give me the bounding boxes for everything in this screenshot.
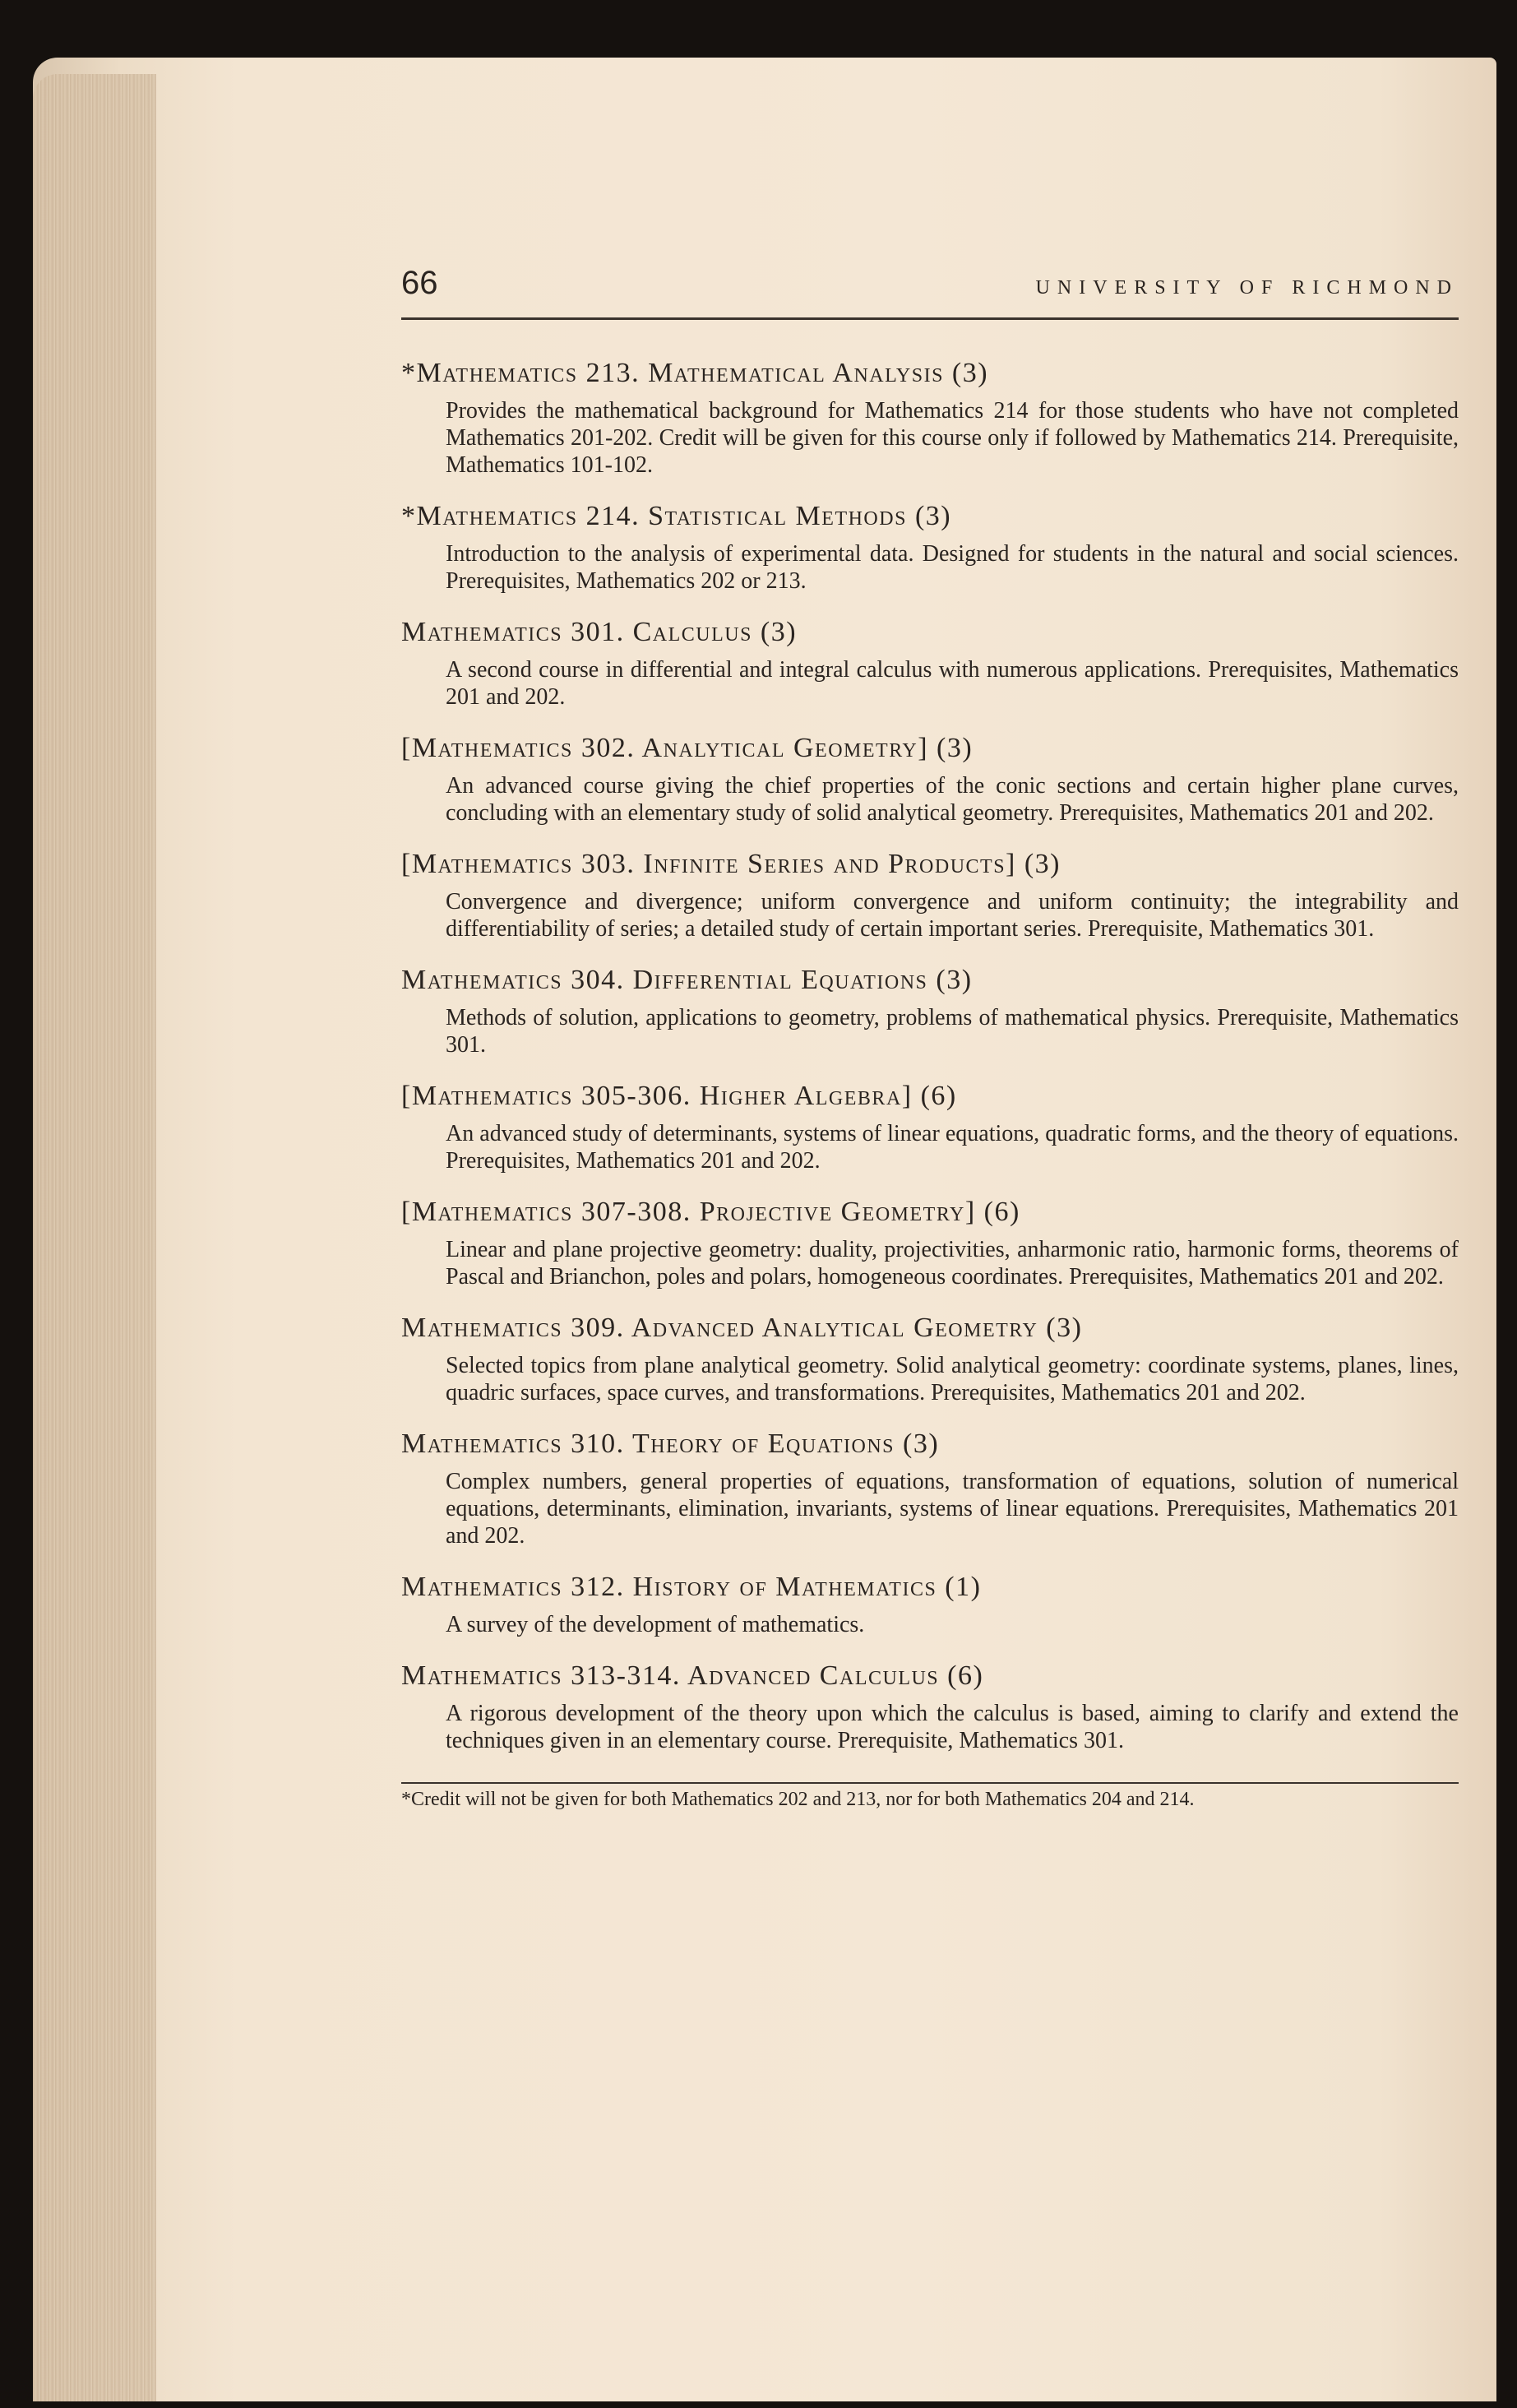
course-entry: [401, 960, 1459, 1058]
course-description: Provides the mathematical background for Mathematics 214 for those students who have not completed Mathematics 201-202. Credit will be given for this course only if followed by Mathematics 214. Prerequisite, Mathematics 101-102.: [446, 398, 1459, 478]
course-title: Mathematics 301. Calculus (3): [401, 617, 798, 647]
course-title: Mathematics 310. Theory of Equations (3): [401, 1429, 940, 1459]
course-title: [Mathematics 303. Infinite Series and Products] (3): [401, 849, 1061, 879]
course-entry: [401, 1192, 1459, 1290]
course-title: Mathematics 312. History of Mathematics (1): [401, 1572, 982, 1602]
page-number: 66: [401, 265, 438, 301]
course-title: Mathematics 304. Differential Equations (3): [401, 965, 973, 995]
course-description: Convergence and divergence; uniform convergence and uniform continuity; the integrability and differentiability of series; a detailed study of certain important series. Prerequisite, Mathematics 301.: [446, 889, 1459, 942]
course-title: [Mathematics 302. Analytical Geometry] (3): [401, 733, 974, 763]
course-title: *Mathematics 213. Mathematical Analysis (3): [401, 358, 989, 388]
course-entry: [401, 1656, 1459, 1754]
course-title: [Mathematics 307-308. Projective Geometry] (6): [401, 1197, 1020, 1227]
running-head: UNIVERSITY OF RICHMOND: [1035, 277, 1459, 299]
course-entry: [401, 1308, 1459, 1406]
course-description: An advanced study of determinants, systems of linear equations, quadratic forms, and the theory of equations. Prerequisites, Mathematics 201 and 202.: [446, 1121, 1459, 1174]
course-description: A rigorous development of the theory upon which the calculus is based, aiming to clarify and extend the techniques given in an elementary course. Prerequisite, Mathematics 301.: [446, 1701, 1459, 1753]
footnote-rule: [401, 1782, 1459, 1784]
footnote: *Credit will not be given for both Mathematics 202 and 213, nor for both Mathematics 204 and 214.: [401, 1789, 1195, 1810]
page-content: [401, 265, 1459, 1810]
page-header: [401, 265, 1459, 320]
course-entry: [401, 612, 1459, 711]
course-description: A survey of the development of mathematics.: [446, 1612, 865, 1637]
course-title: Mathematics 313-314. Advanced Calculus (6): [401, 1660, 984, 1691]
course-entry: [401, 844, 1459, 942]
page-edge-stack: [33, 74, 156, 2401]
course-description: Linear and plane projective geometry: duality, projectivities, anharmonic ratio, harmonic forms, theorems of Pascal and Brianchon, poles and polars, homogeneous coordinates. Prerequisites, Mathematics 201 and 202.: [446, 1237, 1459, 1290]
course-title: *Mathematics 214. Statistical Methods (3): [401, 501, 952, 531]
course-entry: [401, 496, 1459, 595]
course-description: Complex numbers, general properties of equations, transformation of equations, solution of numerical equations, determinants, elimination, invariants, systems of linear equations. Prerequisites, Mathematics 201 and 202.: [446, 1469, 1459, 1549]
course-description: Methods of solution, applications to geometry, problems of mathematical physics. Prerequisite, Mathematics 301.: [446, 1005, 1459, 1058]
course-title: Mathematics 309. Advanced Analytical Geometry (3): [401, 1313, 1083, 1343]
course-entry: [401, 1424, 1459, 1549]
course-description: Selected topics from plane analytical geometry. Solid analytical geometry: coordinate systems, planes, lines, quadric surfaces, space curves, and transformations. Prerequisites, Mathematics 201 and 202.: [446, 1353, 1459, 1405]
course-entry: [401, 1567, 1459, 1638]
course-description: A second course in differential and integral calculus with numerous applications. Prerequisites, Mathematics 201 and 202.: [446, 657, 1459, 710]
course-entry: [401, 1076, 1459, 1174]
course-entry: [401, 728, 1459, 827]
course-list: [401, 353, 1459, 1754]
course-description: An advanced course giving the chief properties of the conic sections and certain higher plane curves, concluding with an elementary study of solid analytical geometry. Prerequisites, Mathematics 201 and 202.: [446, 773, 1459, 826]
course-entry: [401, 353, 1459, 479]
course-description: Introduction to the analysis of experimental data. Designed for students in the natural and social sciences. Prerequisites, Mathematics 202 or 213.: [446, 541, 1459, 594]
course-title: [Mathematics 305-306. Higher Algebra] (6): [401, 1081, 957, 1111]
